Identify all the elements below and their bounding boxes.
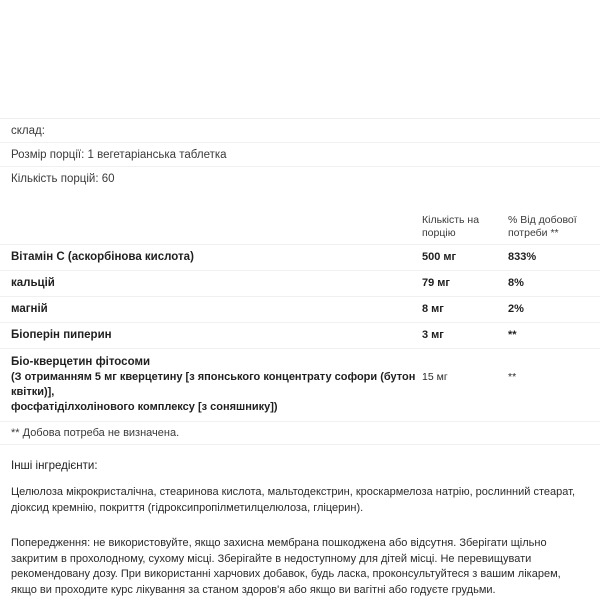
nutrient-daily-value: 2% <box>508 303 524 315</box>
nutrient-amount: 500 мг <box>422 251 457 263</box>
daily-value-footnote: ** Добова потреба не визначена. <box>11 427 180 439</box>
daily-value-footnote-row <box>0 421 600 445</box>
nutrient-detail-line-2: фосфатіділхолінового комплексу [з соняшнику]) <box>11 401 278 413</box>
table-row <box>0 322 600 348</box>
table-row <box>0 296 600 322</box>
warning-body: Попередження: не використовуйте, якщо захисна мембрана пошкоджена або відсутня. Зберігати щільно закритим в прохолодному, сухому місці. Зберігайте в недоступному для дітей місці. Не перевищувати рекомендовану дозу. При використанні харчових добавок, будь ласка, проконсультуйтеся з вашим лікарем, якщо ви проходите курс лікування за станом здоров'я або якщо ви вагітні або годуєте грудьми. <box>11 537 561 596</box>
nutrient-detail-line-1: (З отриманням 5 мг кверцетину [з японського концентрату софори (бутон квітки)], <box>11 371 416 398</box>
nutrient-name: Біо-кверцетин фітосоми <box>11 356 151 368</box>
table-header-row <box>0 208 600 244</box>
supplement-facts-title: склад: <box>11 125 45 137</box>
nutrient-name: Біоперін пиперин <box>11 329 112 341</box>
table-row <box>0 244 600 270</box>
nutrient-name: магній <box>11 303 48 315</box>
nutrient-daily-value: 8% <box>508 277 524 289</box>
other-ingredients-body: Целюлоза мікрокристалічна, стеаринова кислота, мальтодекстрин, кроскармелоза натрію, рослинний стеарат, діоксид кремнію, покриття (гідроксипропілметилцелюлоза, гліцерин). <box>11 486 575 514</box>
nutrient-amount: 3 мг <box>422 329 444 341</box>
nutrient-daily-value: 833% <box>508 251 537 263</box>
servings-per-container-row <box>0 166 600 190</box>
supplement-facts-table <box>0 118 600 598</box>
nutrient-name: кальцій <box>11 277 55 289</box>
serving-size-row <box>0 142 600 166</box>
header-amount-column: Кількість на порцію <box>422 214 480 239</box>
nutrient-daily-value: ** <box>508 371 517 383</box>
other-ingredients-section <box>0 459 600 516</box>
table-spacer <box>0 190 600 208</box>
nutrient-name: Вітамін С (аскорбінова кислота) <box>11 251 194 263</box>
nutrient-amount: 79 мг <box>422 277 451 289</box>
table-row <box>0 348 600 421</box>
table-row <box>0 270 600 296</box>
nutrient-amount: 15 мг <box>422 371 448 383</box>
warning-section <box>0 536 600 598</box>
serving-size-text: Розмір порції: 1 вегетаріанська таблетка <box>11 149 227 161</box>
nutrient-name-block <box>11 355 422 415</box>
header-daily-value-column: % Від добової потреби ** <box>508 214 577 239</box>
nutrient-daily-value: ** <box>508 329 517 341</box>
supplement-facts-title-row <box>0 118 600 142</box>
other-ingredients-heading: Інші інгредієнти: <box>11 460 98 472</box>
servings-per-container-text: Кількість порцій: 60 <box>11 173 115 185</box>
nutrient-amount: 8 мг <box>422 303 444 315</box>
